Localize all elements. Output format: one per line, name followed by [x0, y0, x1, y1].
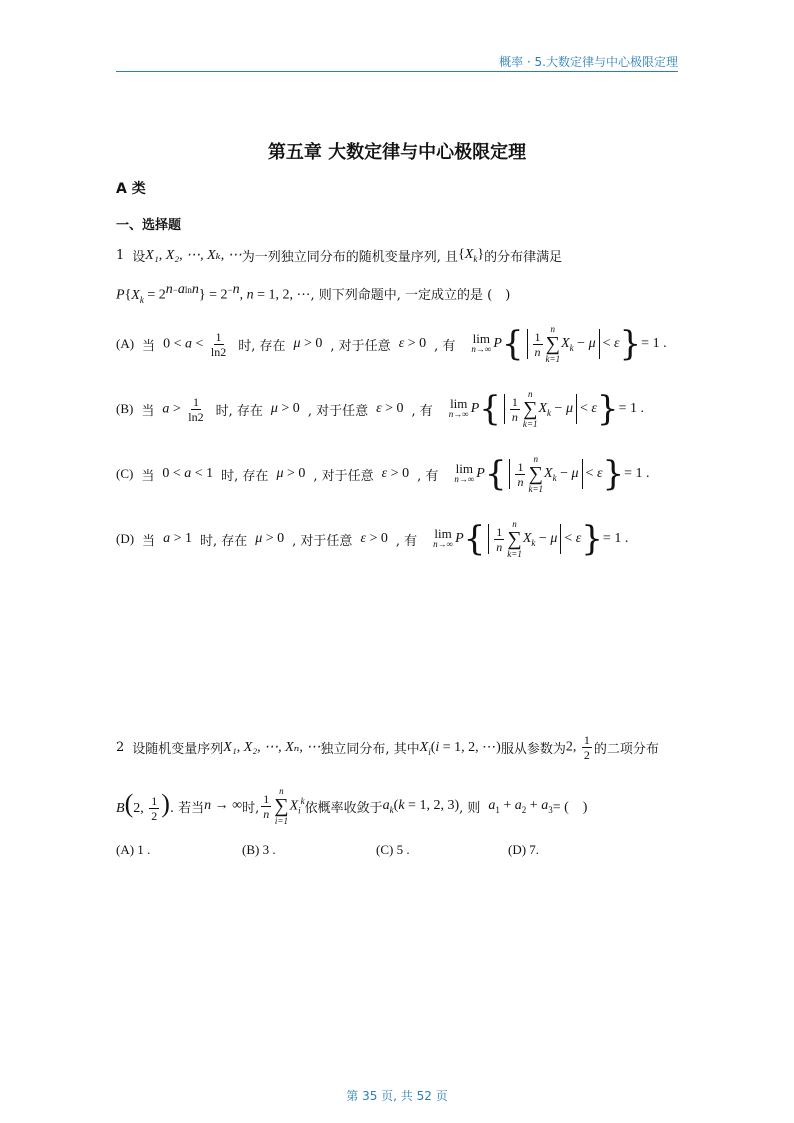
option-eps: ε > 0 [360, 531, 388, 546]
header-rule [116, 71, 678, 72]
limit-operator: lim n→∞ [433, 526, 454, 549]
sum-operator: n ∑ k=1 [545, 324, 561, 364]
q2-params: 2, $\frac{1}{2}$ [565, 733, 590, 762]
q1-option-c: (C) 当 0 < a < 1 时, 存在 μ > 0 , 对于任意 ε > 0 , 有 lim n→∞ P { $\frac{1}{n}$ n ∑ k=1 $X_k$ − μ < ε } = 1 . [116, 454, 650, 494]
option-label: (C) [116, 466, 134, 481]
sum-operator: n ∑ i=1 [274, 786, 289, 826]
section-heading: A 类 [116, 181, 146, 197]
q2-sum-expr: $a_1 + a_2 + a_3$ [488, 797, 553, 815]
q2-stem-line2: B(2, $\frac{1}{2}$ ) . 若当 n → ∞ 时, $\frac{1}{n}$ n ∑ i=1 $X_i^k$ 依概率收敛于 $a_k(k = 1$, 2, 3) , 则 $a_1 + a_2 + a_3$ = ( ) [116, 786, 588, 826]
option-eps: ε > 0 [398, 336, 427, 351]
limit-operator: lim n→∞ [448, 396, 469, 419]
option-mu: μ > 0 [276, 466, 306, 481]
q1-stem-line2: $P\{X_k = 2^{n-alnn}\} = 2^{-n}$, n = 1, 2, ⋯ , 则下列命题中, 一定成立的是 ( ) [116, 282, 511, 305]
q1-option-a: (A) 当 0 < a < $\frac{1}{\ln 2}$ 时, 存在 μ > 0 , 对于任意 ε > 0 , 有 lim n→∞ P { $\frac{1}{n}$ n ∑ k=1 $X_k$ − μ < ε } = 1 . [116, 324, 667, 364]
q2-xi-index: $X_i(i = 1$, 2, ⋯) [419, 739, 501, 757]
q2-stem-line1: 2 设随机变量序列 X₁, X₂, ⋯, Xₙ, ⋯ 独立同分布, 其中 $X_i(i = 1$, 2, ⋯) 服从参数为 2, $\frac{1}{2}$ 的二项分布 [116, 733, 659, 762]
q2-limit-cond: n → ∞ [204, 798, 243, 813]
option-condition: 0 < a < 1 [162, 466, 214, 481]
chapter-title: 第五章 大数定律与中心极限定理 [267, 142, 527, 163]
option-condition: a > 1 [163, 531, 192, 546]
option-mu: μ > 0 [270, 401, 300, 416]
running-header: 概率 · 5.大数定律与中心极限定理 [499, 55, 678, 69]
q2-ak: $a_k(k = 1$, 2, 3) [382, 797, 460, 815]
q2-option-d: (D) 7. [508, 842, 540, 857]
q1-set-xk: $\{X_k\}$ [458, 247, 485, 264]
page-footer: 第 35 页, 共 52 页 [346, 1089, 448, 1103]
subsection-heading: 一、选择题 [116, 218, 182, 233]
sum-operator: n ∑ k=1 [528, 454, 544, 494]
option-eps: ε > 0 [376, 401, 404, 416]
q2-sequence: X₁, X₂, ⋯, Xₙ, ⋯ [223, 740, 321, 755]
q1-distribution-formula: $P\{X_k = 2^{n-alnn}\} = 2^{-n}$, n = 1, 2, ⋯ [116, 282, 311, 305]
q2-option-b: (B) 3 . [242, 842, 276, 857]
limit-operator: lim n→∞ [471, 331, 492, 354]
option-condition: a > $\frac{1}{\ln 2}$ [162, 394, 204, 424]
option-label: (A) [116, 336, 135, 351]
q2-option-a: (A) 1 . [116, 842, 151, 857]
q2-binomial: B(2, $\frac{1}{2}$ ) [116, 788, 170, 824]
option-mu: μ > 0 [255, 531, 285, 546]
option-label: (D) [116, 531, 135, 546]
q1-sequence: X₁, X₂, ⋯, Xₖ, ⋯ [145, 248, 242, 263]
option-eps: ε > 0 [381, 466, 410, 481]
q2-option-c: (C) 5 . [376, 842, 410, 857]
option-mu: μ > 0 [293, 336, 323, 351]
sum-operator: n ∑ k=1 [522, 389, 538, 429]
q1-option-b: (B) 当 a > $\frac{1}{\ln 2}$ 时, 存在 μ > 0 , 对于任意 ε > 0 , 有 lim n→∞ P { $\frac{1}{n}$ n ∑ k=1 $X_k$ − μ < ε } = 1 . [116, 389, 644, 429]
q2-power-term: $X_i^k$ [289, 796, 305, 816]
option-condition: 0 < a < $\frac{1}{\ln 2}$ [163, 329, 227, 359]
q2-number: 2 [116, 740, 125, 755]
option-label: (B) [116, 401, 134, 416]
q1-number: 1 [116, 248, 125, 263]
q1-option-d: (D) 当 a > 1 时, 存在 μ > 0 , 对于任意 ε > 0 , 有 lim n→∞ P { $\frac{1}{n}$ n ∑ k=1 $X_k$ − μ < ε } = 1 . [116, 519, 629, 559]
sum-operator: n ∑ k=1 [507, 519, 522, 559]
limit-operator: lim n→∞ [454, 461, 475, 484]
q1-stem-line1: 1 设 X₁, X₂, ⋯, Xₖ, ⋯ 为一列独立同分布的随机变量序列, 且 $\{X_k\}$ 的分布律满足 [116, 247, 563, 265]
